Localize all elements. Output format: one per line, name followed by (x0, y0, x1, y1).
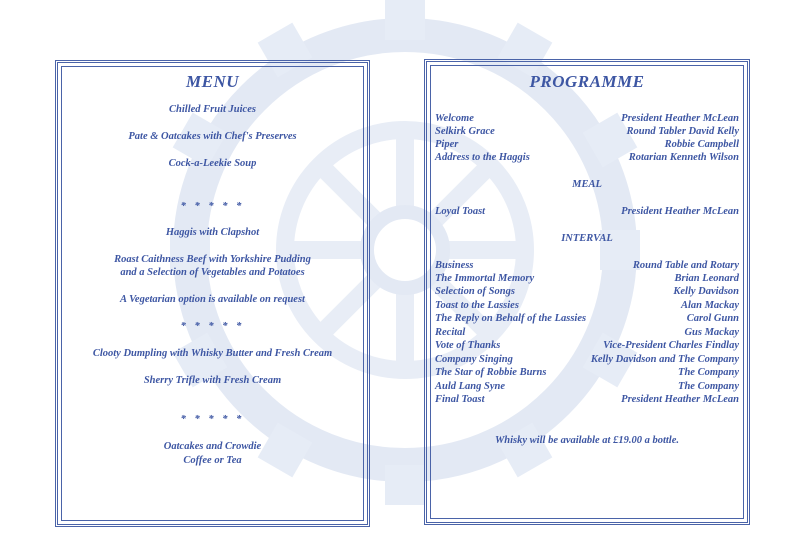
programme-speaker: Alan Mackay (680, 300, 739, 311)
programme-speaker: President Heather McLean (621, 394, 739, 405)
programme-speaker: Carol Gunn (686, 313, 739, 324)
programme-row (435, 326, 739, 339)
menu-panel (55, 60, 370, 527)
menu-title: MENU (185, 72, 239, 91)
programme-row (435, 393, 739, 406)
programme-speaker: Round Table and Rotary (632, 260, 739, 271)
programme-row (435, 205, 739, 218)
programme-item: Recital (435, 327, 466, 338)
menu-item: Roast Caithness Beef with Yorkshire Pudding (114, 254, 311, 265)
programme-speaker: Kelly Davidson and The Company (590, 354, 739, 365)
programme-item: Vote of Thanks (435, 340, 501, 351)
programme-section-meal: MEAL (572, 179, 602, 190)
programme-item: Business (435, 260, 474, 271)
menu-item: Cock-a-Leekie Soup (168, 158, 257, 169)
programme-row (435, 125, 739, 138)
programme-speaker: President Heather McLean (621, 113, 739, 124)
programme-speaker: Brian Leonard (674, 273, 739, 284)
menu-item: Sherry Trifle with Fresh Cream (143, 375, 282, 386)
menu-item: A Vegetarian option is available on request (120, 294, 305, 305)
programme-speaker: Vice-President Charles Findlay (603, 340, 739, 351)
programme-speaker: Kelly Davidson (673, 286, 739, 297)
programme-panel (424, 59, 750, 525)
programme-title: PROGRAMME (529, 72, 645, 91)
menu-item: Oatcakes and Crowdie (163, 441, 262, 452)
programme-item: Address to the Haggis (435, 152, 530, 163)
programme-row (435, 339, 739, 352)
programme-item: Loyal Toast (435, 206, 486, 217)
programme-speaker: Round Tabler David Kelly (626, 126, 739, 137)
menu-item: Clooty Dumpling with Whisky Butter and Fresh Cream (92, 348, 333, 359)
programme-row (435, 299, 739, 312)
menu-item: Chilled Fruit Juices (169, 104, 256, 115)
programme-speaker: The Company (678, 367, 739, 378)
programme-item: The Reply on Behalf of the Lassies (435, 313, 587, 324)
programme-item: The Star of Robbie Burns (435, 367, 547, 378)
menu-separator: * * * * * (180, 414, 245, 425)
programme-speaker: Rotarian Kenneth Wilson (628, 152, 739, 163)
menu-item: and a Selection of Vegetables and Potatoes (120, 267, 305, 278)
programme-speaker: Robbie Campbell (664, 139, 739, 150)
programme-item: Selection of Songs (435, 286, 515, 297)
programme-row (435, 138, 739, 151)
programme-row (435, 151, 739, 164)
programme-row (435, 312, 739, 325)
menu-item: Haggis with Clapshot (165, 227, 260, 238)
programme-item: Company Singing (435, 354, 513, 365)
programme-speaker: President Heather McLean (621, 206, 739, 217)
programme-speaker: The Company (678, 381, 739, 392)
whisky-price-note: Whisky will be available at £19.00 a bottle. (494, 435, 680, 446)
programme-row (435, 112, 739, 125)
programme-item: Welcome (435, 113, 474, 124)
programme-item: Selkirk Grace (435, 126, 495, 137)
programme-item: Piper (435, 139, 459, 150)
programme-row (435, 353, 739, 366)
programme-row (435, 259, 739, 272)
programme-section-interval: INTERVAL (561, 233, 613, 244)
menu-separator: * * * * * (180, 201, 245, 212)
programme-row (435, 366, 739, 379)
programme-row (435, 285, 739, 298)
programme-speaker: Gus Mackay (684, 327, 739, 338)
menu-separator: * * * * * (180, 321, 245, 332)
programme-item: Final Toast (435, 394, 485, 405)
menu-item: Coffee or Tea (183, 455, 242, 466)
programme-item: Toast to the Lassies (435, 300, 519, 311)
programme-item: The Immortal Memory (435, 273, 535, 284)
menu-item: Pate & Oatcakes with Chef's Preserves (128, 131, 297, 142)
programme-item: Auld Lang Syne (435, 381, 506, 392)
programme-row (435, 380, 739, 393)
programme-row (435, 272, 739, 285)
